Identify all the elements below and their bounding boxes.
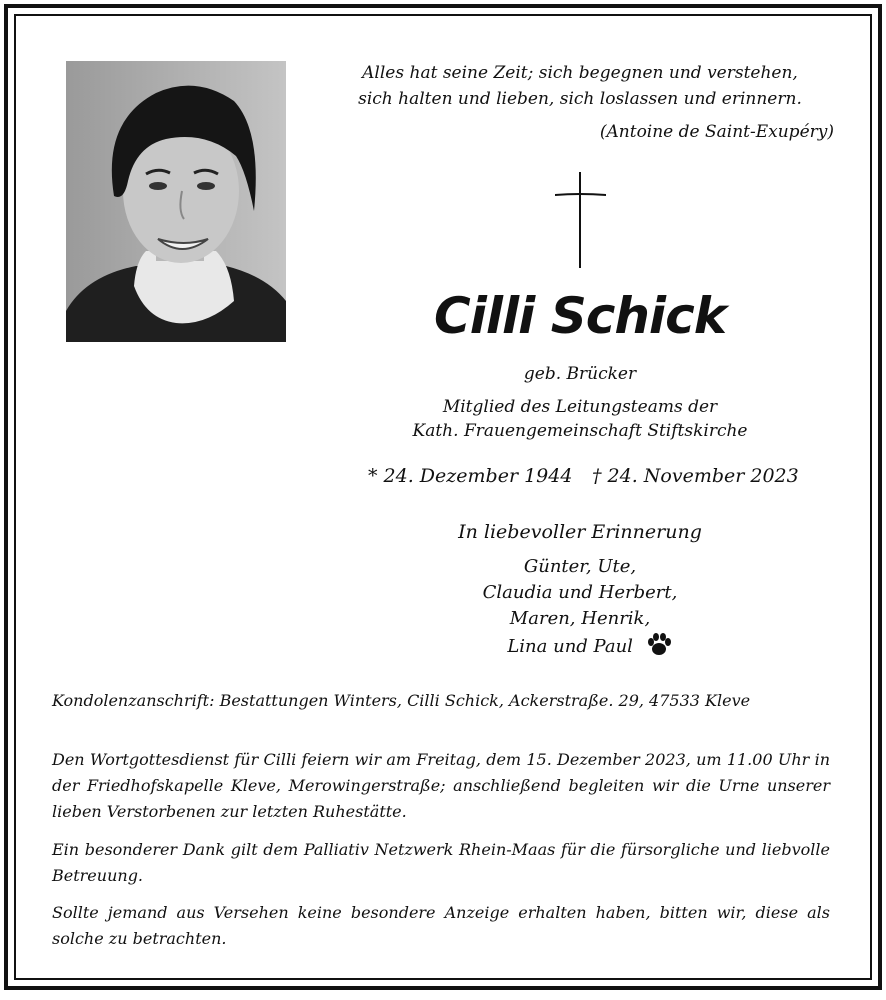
paw-icon <box>645 632 673 658</box>
role-line-1: Mitglied des Leitungsteams der <box>442 397 718 417</box>
death-date: † 24. November 2023 <box>592 465 799 487</box>
memorial-heading: In liebevoller Erinnerung <box>458 521 702 543</box>
maiden-name: geb. Brücker <box>523 364 637 384</box>
signer-line: Claudia und Herbert, <box>482 582 678 603</box>
birth-date: * 24. Dezember 1944 <box>368 465 573 487</box>
deceased-name: Cilli Schick <box>434 287 726 345</box>
quote-line-2: sich halten und lieben, sich loslassen und erinnern. <box>358 89 802 109</box>
signer-line: Lina und Paul <box>507 636 633 657</box>
thanks-paragraph: Ein besonderer Dank gilt dem Palliativ Netzwerk Rhein-Maas für die fürsorgliche und liebvolle Betreuung. <box>52 840 830 885</box>
signer-line-last <box>440 632 740 660</box>
quote-author: (Antoine de Saint-Exupéry) <box>599 122 834 142</box>
signer-line: Maren, Henrik, <box>509 608 651 629</box>
role-line-2: Kath. Frauengemeinschaft Stiftskirche <box>412 421 748 441</box>
cross-icon <box>552 170 608 270</box>
condolence-address: Kondolenzanschrift: Bestattungen Winters, Cilli Schick, Ackerstraße. 29, 47533 Kleve <box>52 691 751 710</box>
portrait-photo <box>66 61 286 342</box>
signer-line: Günter, Ute, <box>523 556 637 577</box>
notice-paragraph: Sollte jemand aus Versehen keine besondere Anzeige erhalten haben, bitten wir, diese als solche zu betrachten. <box>52 903 830 948</box>
service-paragraph: Den Wortgottesdienst für Cilli feiern wir am Freitag, dem 15. Dezember 2023, um 11.00 Uhr in der Friedhofskapelle Kleve, Merowingerstraße; anschließend begleiten wir die Urne unserer lieben Verstorbenen zur letzten Ruhestätte. <box>52 750 830 821</box>
quote-line-1: Alles hat seine Zeit; sich begegnen und verstehen, <box>362 63 798 83</box>
